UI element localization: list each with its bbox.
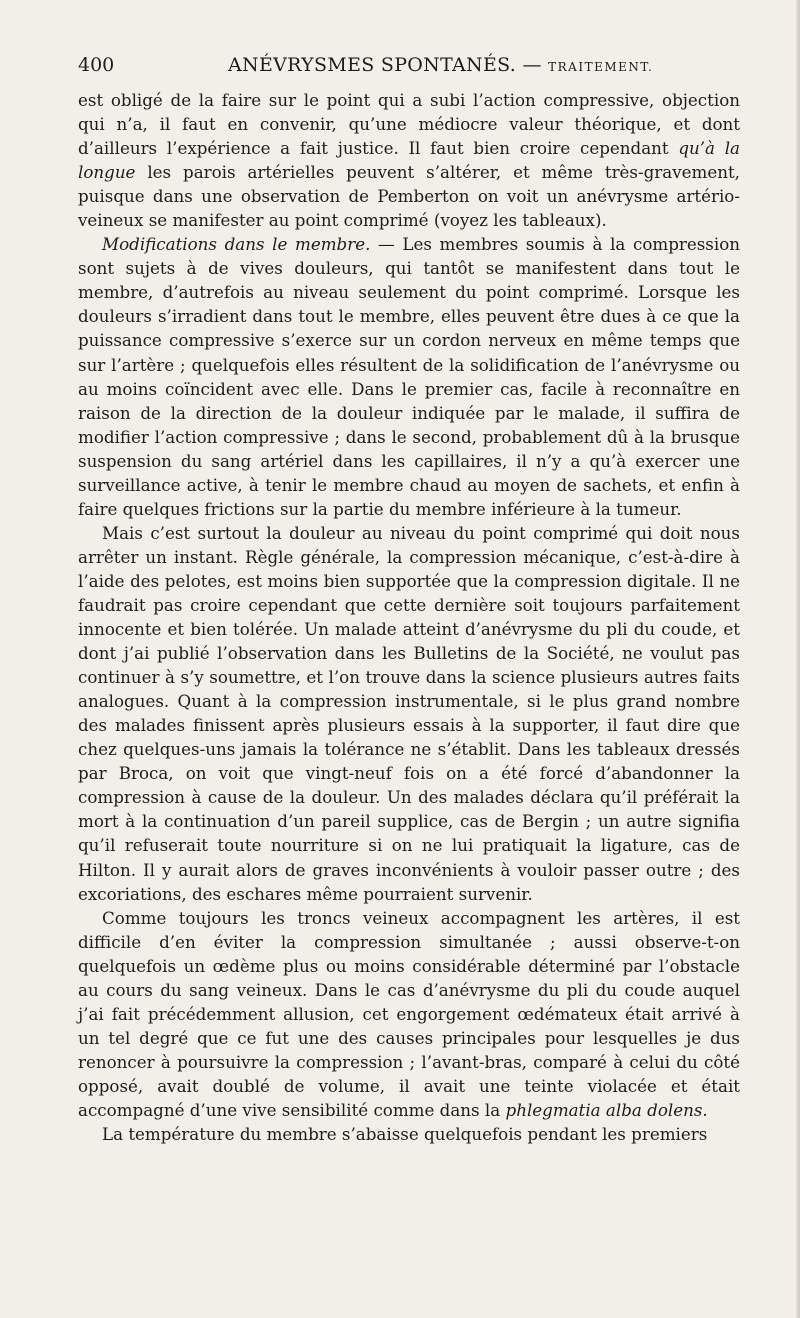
paragraph-5 <box>78 1122 740 1146</box>
paragraph-4-text-a: Comme toujours les troncs veineux accompagnent les artères, il est difficile d’en éviter la compression simultanée ; aussi observe-t-on quelquefois un œdème plus ou moins considérable déterminé par l’obstacle au cours du sang veineux. Dans le cas d’anévrysme du pli du coude auquel j’ai fait précédemment allusion, cet engorgement œdémateux était arrivé à un tel degré que ce fut une des causes principales pour lesquelles je dus renoncer à poursuivre la compression ; l’avant-bras, comparé à celui du côté opposé, avait doublé de volume, il avait une teinte violacée et était accompagné d’une vive sensibilité comme dans la <box>78 907 740 1120</box>
running-title-separator: — <box>516 54 549 76</box>
paragraph-2-text: — Les membres soumis à la compression sont sujets à de vives douleurs, qui tantôt se manifestent dans tout le membre, d’autrefois au niveau seulement du point comprimé. Lorsque les douleurs s’irradient dans tout le membre, elles peuvent être dues à ce que la puissance compressive s’exerce sur un cordon nerveux en même temps que sur l’artère ; quelquefois elles résultent de la solidification de l’anévrysme ou au moins coïncident avec elle. Dans le premier cas, facile à reconnaître en raison de la direction de la douleur indiquée par le malade, il suffira de modifier l’action compressive ; dans le second, probablement dû à la brusque suspension du sang artériel dans les capillaires, il n’y a qu’à exercer une surveillance active, à tenir le membre chaud au moyen de sachets, et enfin à faire quelques frictions sur la partie du membre inférieure à la tumeur. <box>78 234 740 519</box>
paragraph-4-italic: phlegmatia alba dolens. <box>505 1099 708 1120</box>
paragraph-1-text-b: les parois artérielles peuvent s’altérer, et même très-gravement, puisque dans une observation de Pemberton on voit un anévrysme artério-veineux se manifester au point comprimé (voyez les tableaux). <box>78 162 740 231</box>
running-title-section: TRAITEMENT. <box>548 60 654 74</box>
running-title-main: ANÉVRYSMES SPONTANÉS. <box>228 54 517 76</box>
paragraph-2 <box>78 232 740 521</box>
paragraph-3-text: Mais c’est surtout la douleur au niveau du point comprimé qui doit nous arrêter un instant. Règle générale, la compression mécanique, c’est-à-dire à l’aide des pelotes, est moins bien supportée que la compression digitale. Il ne faudrait pas croire cependant que cette dernière soit toujours parfaitement innocente et bien tolérée. Un malade atteint d’anévrysme du pli du coude, et dont j’ai publié l’observation dans les Bulletins de la Société, ne voulut pas continuer à s’y soumettre, et l’on trouve dans la science plusieurs autres faits analogues. Quant à la compression instrumentale, si le plus grand nombre des malades finissent après plusieurs essais à la supporter, il faut dire que chez quelques-uns jamais la tolérance ne s’établit. Dans les tableaux dressés par Broca, on voit que vingt-neuf fois on a été forcé d’abandonner la compression à cause de la douleur. Un des malades déclara qu’il préférait la mort à la continuation d’un pareil supplice, cas de Bergin ; un autre signifia qu’il refuserait toute nourriture si on ne lui pratiquait la ligature, cas de Hilton. Il y aurait alors de graves inconvénients à vouloir passer outre ; des excoriations, des eschares même pourraient survenir. <box>78 522 740 904</box>
running-header <box>78 54 740 82</box>
body-text <box>78 88 740 1146</box>
running-title <box>228 54 653 76</box>
paragraph-3 <box>78 521 740 906</box>
paragraph-4 <box>78 906 740 1122</box>
page-number: 400 <box>78 54 115 76</box>
paragraph-1-text-a: est obligé de la faire sur le point qui a subi l’action compressive, objection qui n’a, il faut en convenir, qu’une médiocre valeur théorique, et dont d’ailleurs l’expérience a fait justice. Il faut bien croire cependant <box>78 90 740 159</box>
paragraph-1-italic: qu’à la longue <box>78 138 741 183</box>
book-page <box>78 54 740 1146</box>
paragraph-5-text: La température du membre s’abaisse quelquefois pendant les premiers <box>102 1124 708 1145</box>
scan-edge <box>796 0 800 1318</box>
paragraph-1 <box>78 88 740 232</box>
section-heading-modifications: Modifications dans le membre. <box>102 234 371 255</box>
